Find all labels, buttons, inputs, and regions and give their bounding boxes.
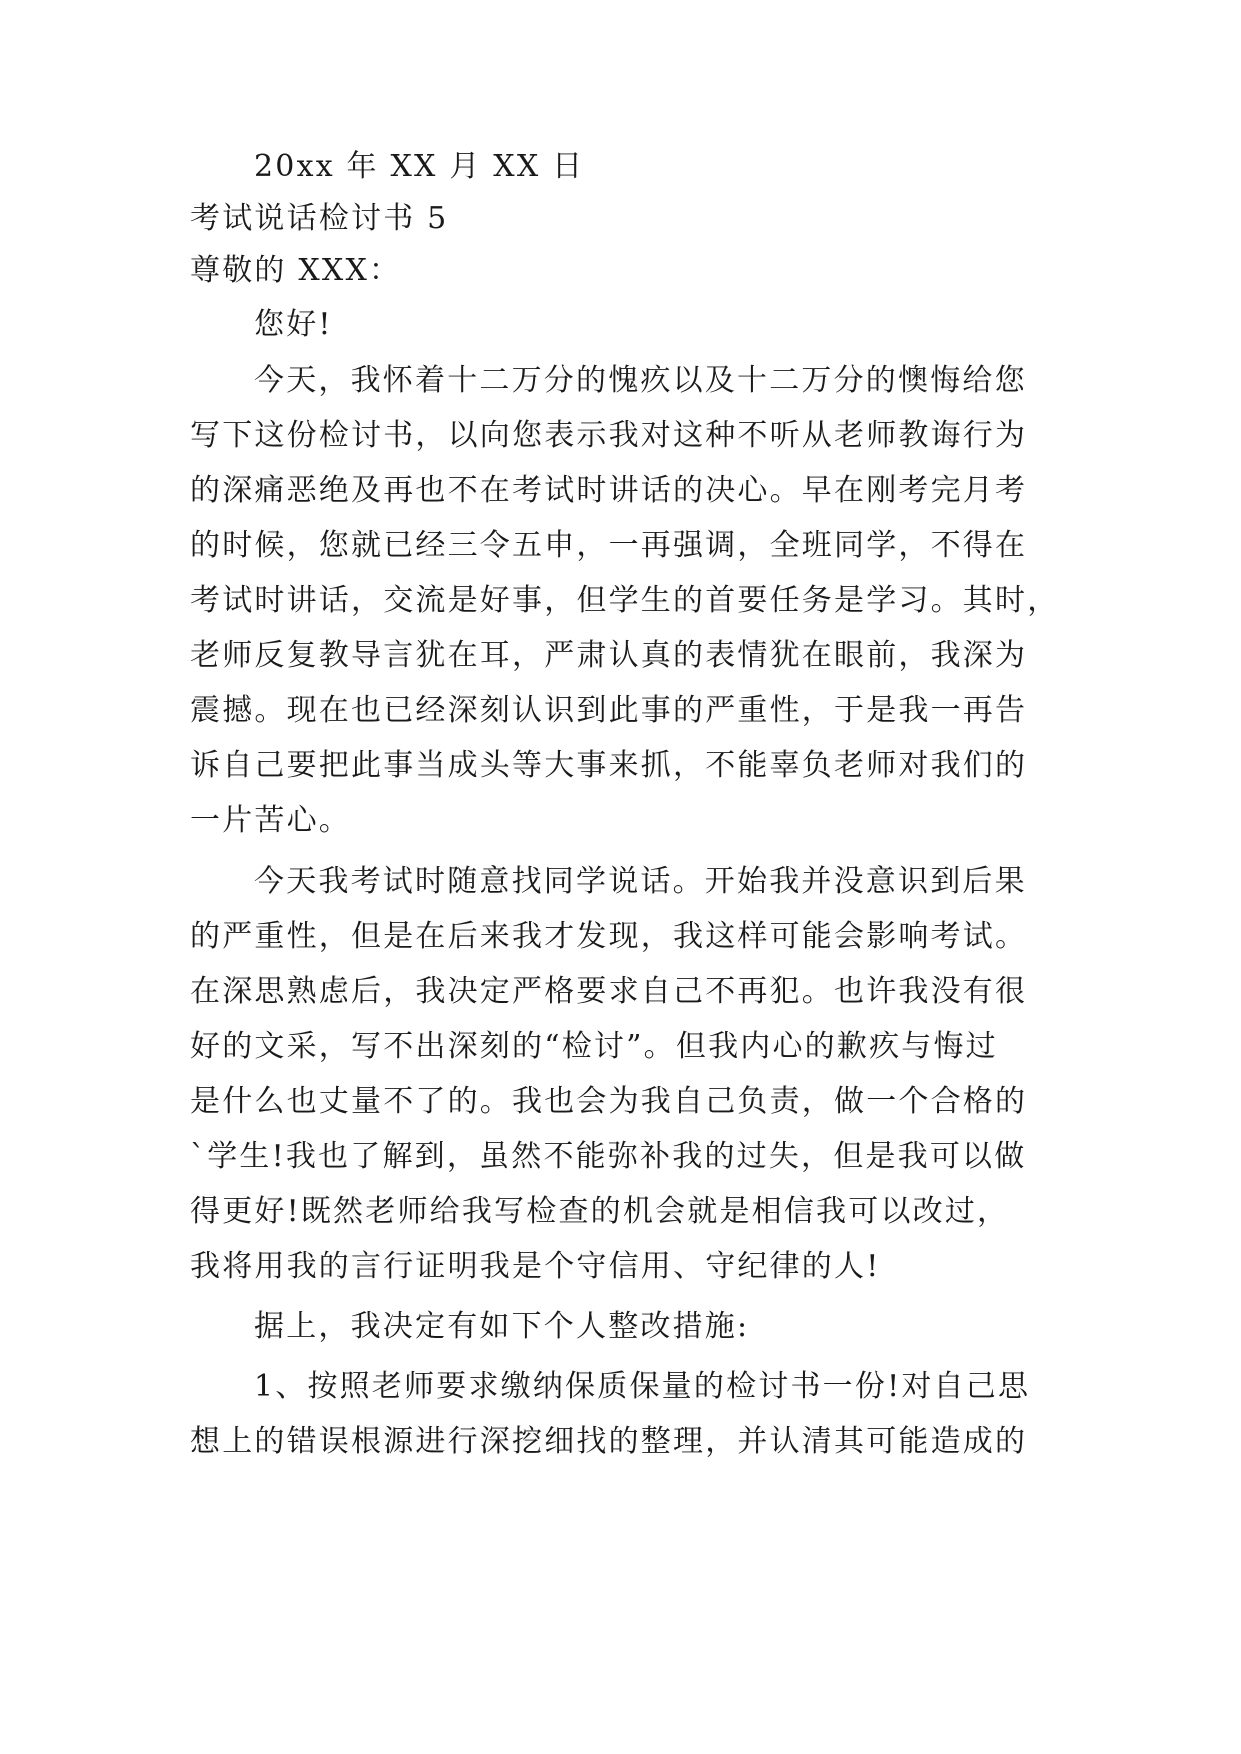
paragraph-line: 是什么也丈量不了的。我也会为我自己负责，做一个合格的 [190,1084,1028,1119]
paragraph-line: 1、按照老师要求缴纳保质保量的检讨书一份!对自己思 [254,1369,1031,1404]
paragraph-line: 的严重性，但是在后来我才发现，我这样可能会影响考试。 [190,919,1028,954]
paragraph-line: 想上的错误根源进行深挖细找的整理，并认清其可能造成的 [190,1424,1028,1459]
paragraph-line: 写下这份检讨书，以向您表示我对这种不听从老师教诲行为 [190,418,1028,453]
paragraph-line: 考试时讲话，交流是好事，但学生的首要任务是学习。其时， [190,583,1060,618]
paragraph-line: 今天，我怀着十二万分的愧疚以及十二万分的懊悔给您 [254,363,1027,398]
paragraph-line: 据上，我决定有如下个人整改措施: [254,1309,750,1344]
greeting: 您好! [254,307,333,342]
paragraph-line: 好的文采，写不出深刻的“检讨”。但我内心的歉疚与悔过 [190,1029,998,1064]
paragraph-line: 的深痛恶绝及再也不在考试时讲话的决心。早在刚考完月考 [190,473,1028,508]
document-title: 考试说话检讨书 5 [190,201,449,236]
paragraph-line: 今天我考试时随意找同学说话。开始我并没意识到后果 [254,864,1027,899]
paragraph-line: `学生!我也了解到，虽然不能弥补我的过失，但是我可以做 [190,1139,1027,1174]
date-line: 20xx 年 XX 月 XX 日 [254,149,585,184]
paragraph-line: 得更好!既然老师给我写检查的机会就是相信我可以改过， [190,1194,1010,1229]
paragraph-line: 一片苦心。 [190,803,351,838]
paragraph-line: 我将用我的言行证明我是个守信用、守纪律的人! [190,1249,881,1284]
paragraph-line: 的时候，您就已经三令五申，一再强调，全班同学，不得在 [190,528,1028,563]
paragraph-line: 诉自己要把此事当成头等大事来抓，不能辜负老师对我们的 [190,748,1028,783]
salutation: 尊敬的 XXX： [190,253,402,288]
paragraph-line: 老师反复教导言犹在耳，严肃认真的表情犹在眼前，我深为 [190,638,1028,673]
paragraph-line: 在深思熟虑后，我决定严格要求自己不再犯。也许我没有很 [190,974,1028,1009]
paragraph-line: 震撼。现在也已经深刻认识到此事的严重性，于是我一再告 [190,693,1028,728]
